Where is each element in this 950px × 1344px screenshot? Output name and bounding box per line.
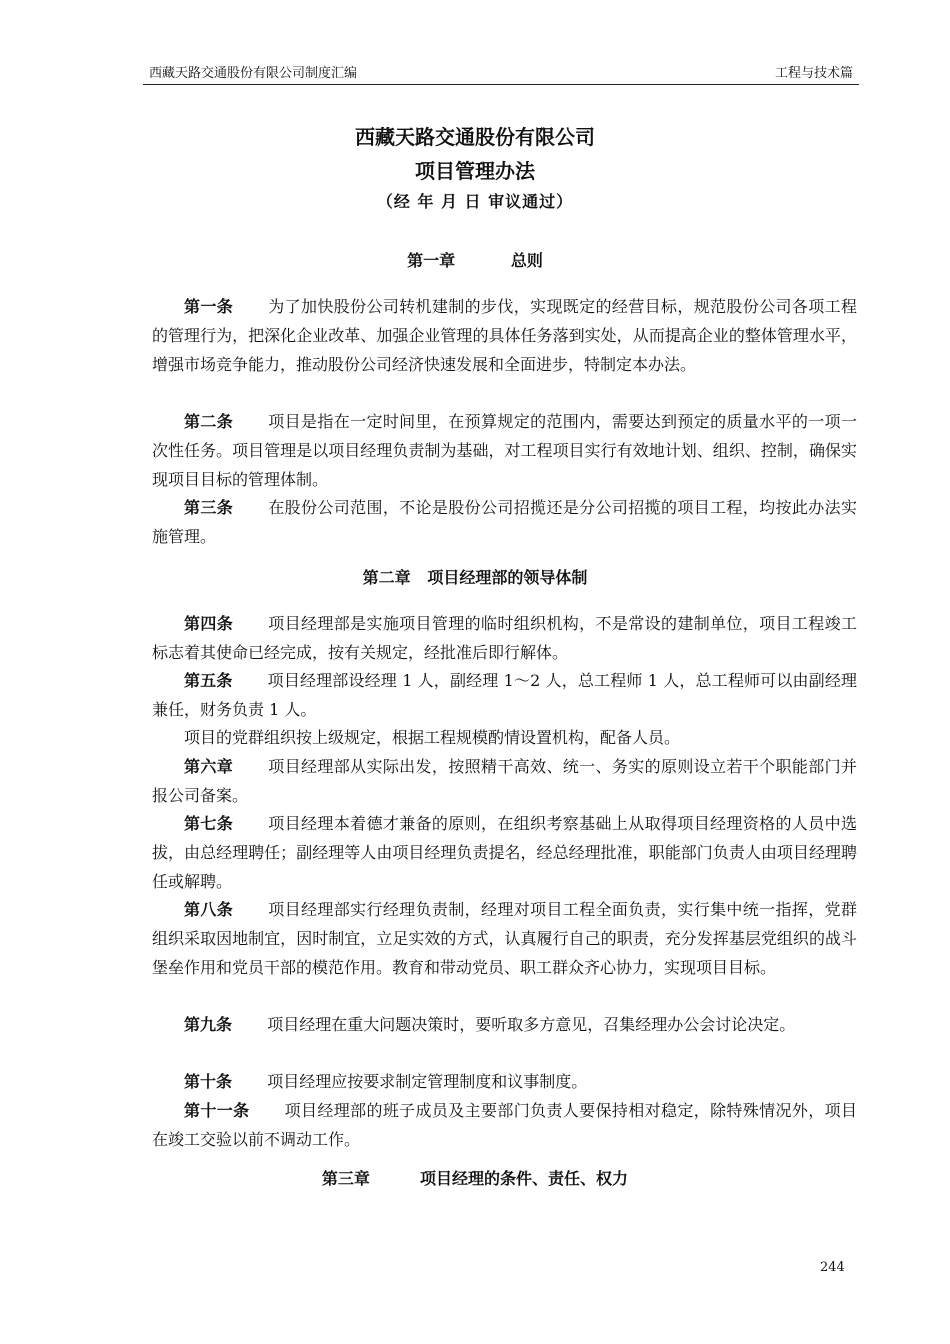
article-1-text: 为了加快股份公司转机建制的步伐，实现既定的经营目标，规范股份公司各项工程的管理行为，把深化企业改革、加强企业管理的具体任务落到实处，从而提高企业的整体管理水平，增强市场竞争能力，推动股份公司经济快速发展和全面进步，特制定本办法。 — [152, 297, 857, 374]
header-right-text: 工程与技术篇 — [774, 66, 853, 81]
article-9-text: 项目经理在重大问题决策时，要听取多方意见，召集经理办公会讨论决定。 — [267, 1015, 796, 1034]
document-title: 项目管理办法 — [415, 159, 535, 183]
article-8 — [152, 895, 857, 982]
article-9 — [152, 1010, 857, 1039]
article-6-label: 第六章 — [184, 757, 234, 776]
article-5-text: 项目经理部设经理 1 人，副经理 1～2 人，总工程师 1 人，总工程师可以由副经理兼任，财务负责 1 人。 — [152, 671, 857, 719]
document-approval-note: （经 年 月 日 审议通过） — [376, 192, 574, 211]
article-5-continued-text: 项目的党群组织按上级规定，根据工程规模酌情设置机构，配备人员。 — [184, 728, 681, 747]
chapter-3-heading: 第三章 项目经理的条件、责任、权力 — [321, 1169, 629, 1188]
article-6 — [152, 752, 857, 810]
article-4 — [152, 609, 857, 667]
article-3-label: 第三条 — [184, 498, 234, 517]
article-4-text: 项目经理部是实施项目管理的临时组织机构，不是常设的建制单位，项目工程竣工标志着其使命已经完成，按有关规定，经批准后即行解体。 — [152, 614, 857, 662]
article-1-label: 第一条 — [184, 297, 234, 316]
article-10 — [152, 1067, 857, 1096]
article-3 — [152, 493, 857, 551]
article-6-text: 项目经理部从实际出发，按照精干高效、统一、务实的原则设立若干个职能部门并报公司备案。 — [152, 757, 857, 805]
article-2 — [152, 407, 857, 494]
article-10-label: 第十条 — [184, 1072, 233, 1091]
article-3-text: 在股份公司范围，不论是股份公司招揽还是分公司招揽的项目工程，均按此办法实施管理。 — [152, 498, 857, 546]
article-8-label: 第八条 — [184, 900, 234, 919]
article-8-text: 项目经理部实行经理负责制，经理对项目工程全面负责，实行集中统一指挥，党群组织采取因地制宜，因时制宜，立足实效的方式，认真履行自己的职责，充分发挥基层党组织的战斗堡垒作用和党员干部的模范作用。教育和带动党员、职工群众齐心协力，实现项目目标。 — [152, 900, 857, 977]
article-4-label: 第四条 — [184, 614, 234, 633]
article-5 — [152, 666, 857, 724]
article-7-text: 项目经理本着德才兼备的原则，在组织考察基础上从取得项目经理资格的人员中选拔，由总经理聘任；副经理等人由项目经理负责提名，经总经理批准，职能部门负责人由项目经理聘任或解聘。 — [152, 814, 857, 891]
article-10-text: 项目经理应按要求制定管理制度和议事制度。 — [267, 1072, 588, 1091]
header-left-text: 西藏天路交通股份有限公司制度汇编 — [149, 66, 358, 81]
chapter-2-heading: 第二章 项目经理部的领导体制 — [362, 568, 588, 587]
document-company-title: 西藏天路交通股份有限公司 — [355, 125, 595, 149]
page-number: 244 — [820, 1260, 845, 1275]
article-9-label: 第九条 — [184, 1015, 233, 1034]
article-5-label: 第五条 — [184, 671, 233, 690]
article-5-continued — [152, 723, 857, 752]
article-7-label: 第七条 — [184, 814, 234, 833]
article-1 — [152, 292, 857, 379]
page-header — [143, 64, 859, 85]
article-11-text: 项目经理部的班子成员及主要部门负责人要保持相对稳定，除特殊情况外，项目在竣工交验以前不调动工作。 — [152, 1101, 857, 1149]
article-2-label: 第二条 — [184, 412, 234, 431]
article-11 — [152, 1096, 857, 1154]
chapter-1-heading: 第一章 总则 — [407, 251, 543, 270]
article-2-text: 项目是指在一定时间里，在预算规定的范围内，需要达到预定的质量水平的一项一次性任务。项目管理是以项目经理负责制为基础，对工程项目实行有效地计划、组织、控制，确保实现项目目标的管理体制。 — [152, 412, 857, 489]
article-7 — [152, 809, 857, 896]
article-11-label: 第十一条 — [184, 1101, 250, 1120]
